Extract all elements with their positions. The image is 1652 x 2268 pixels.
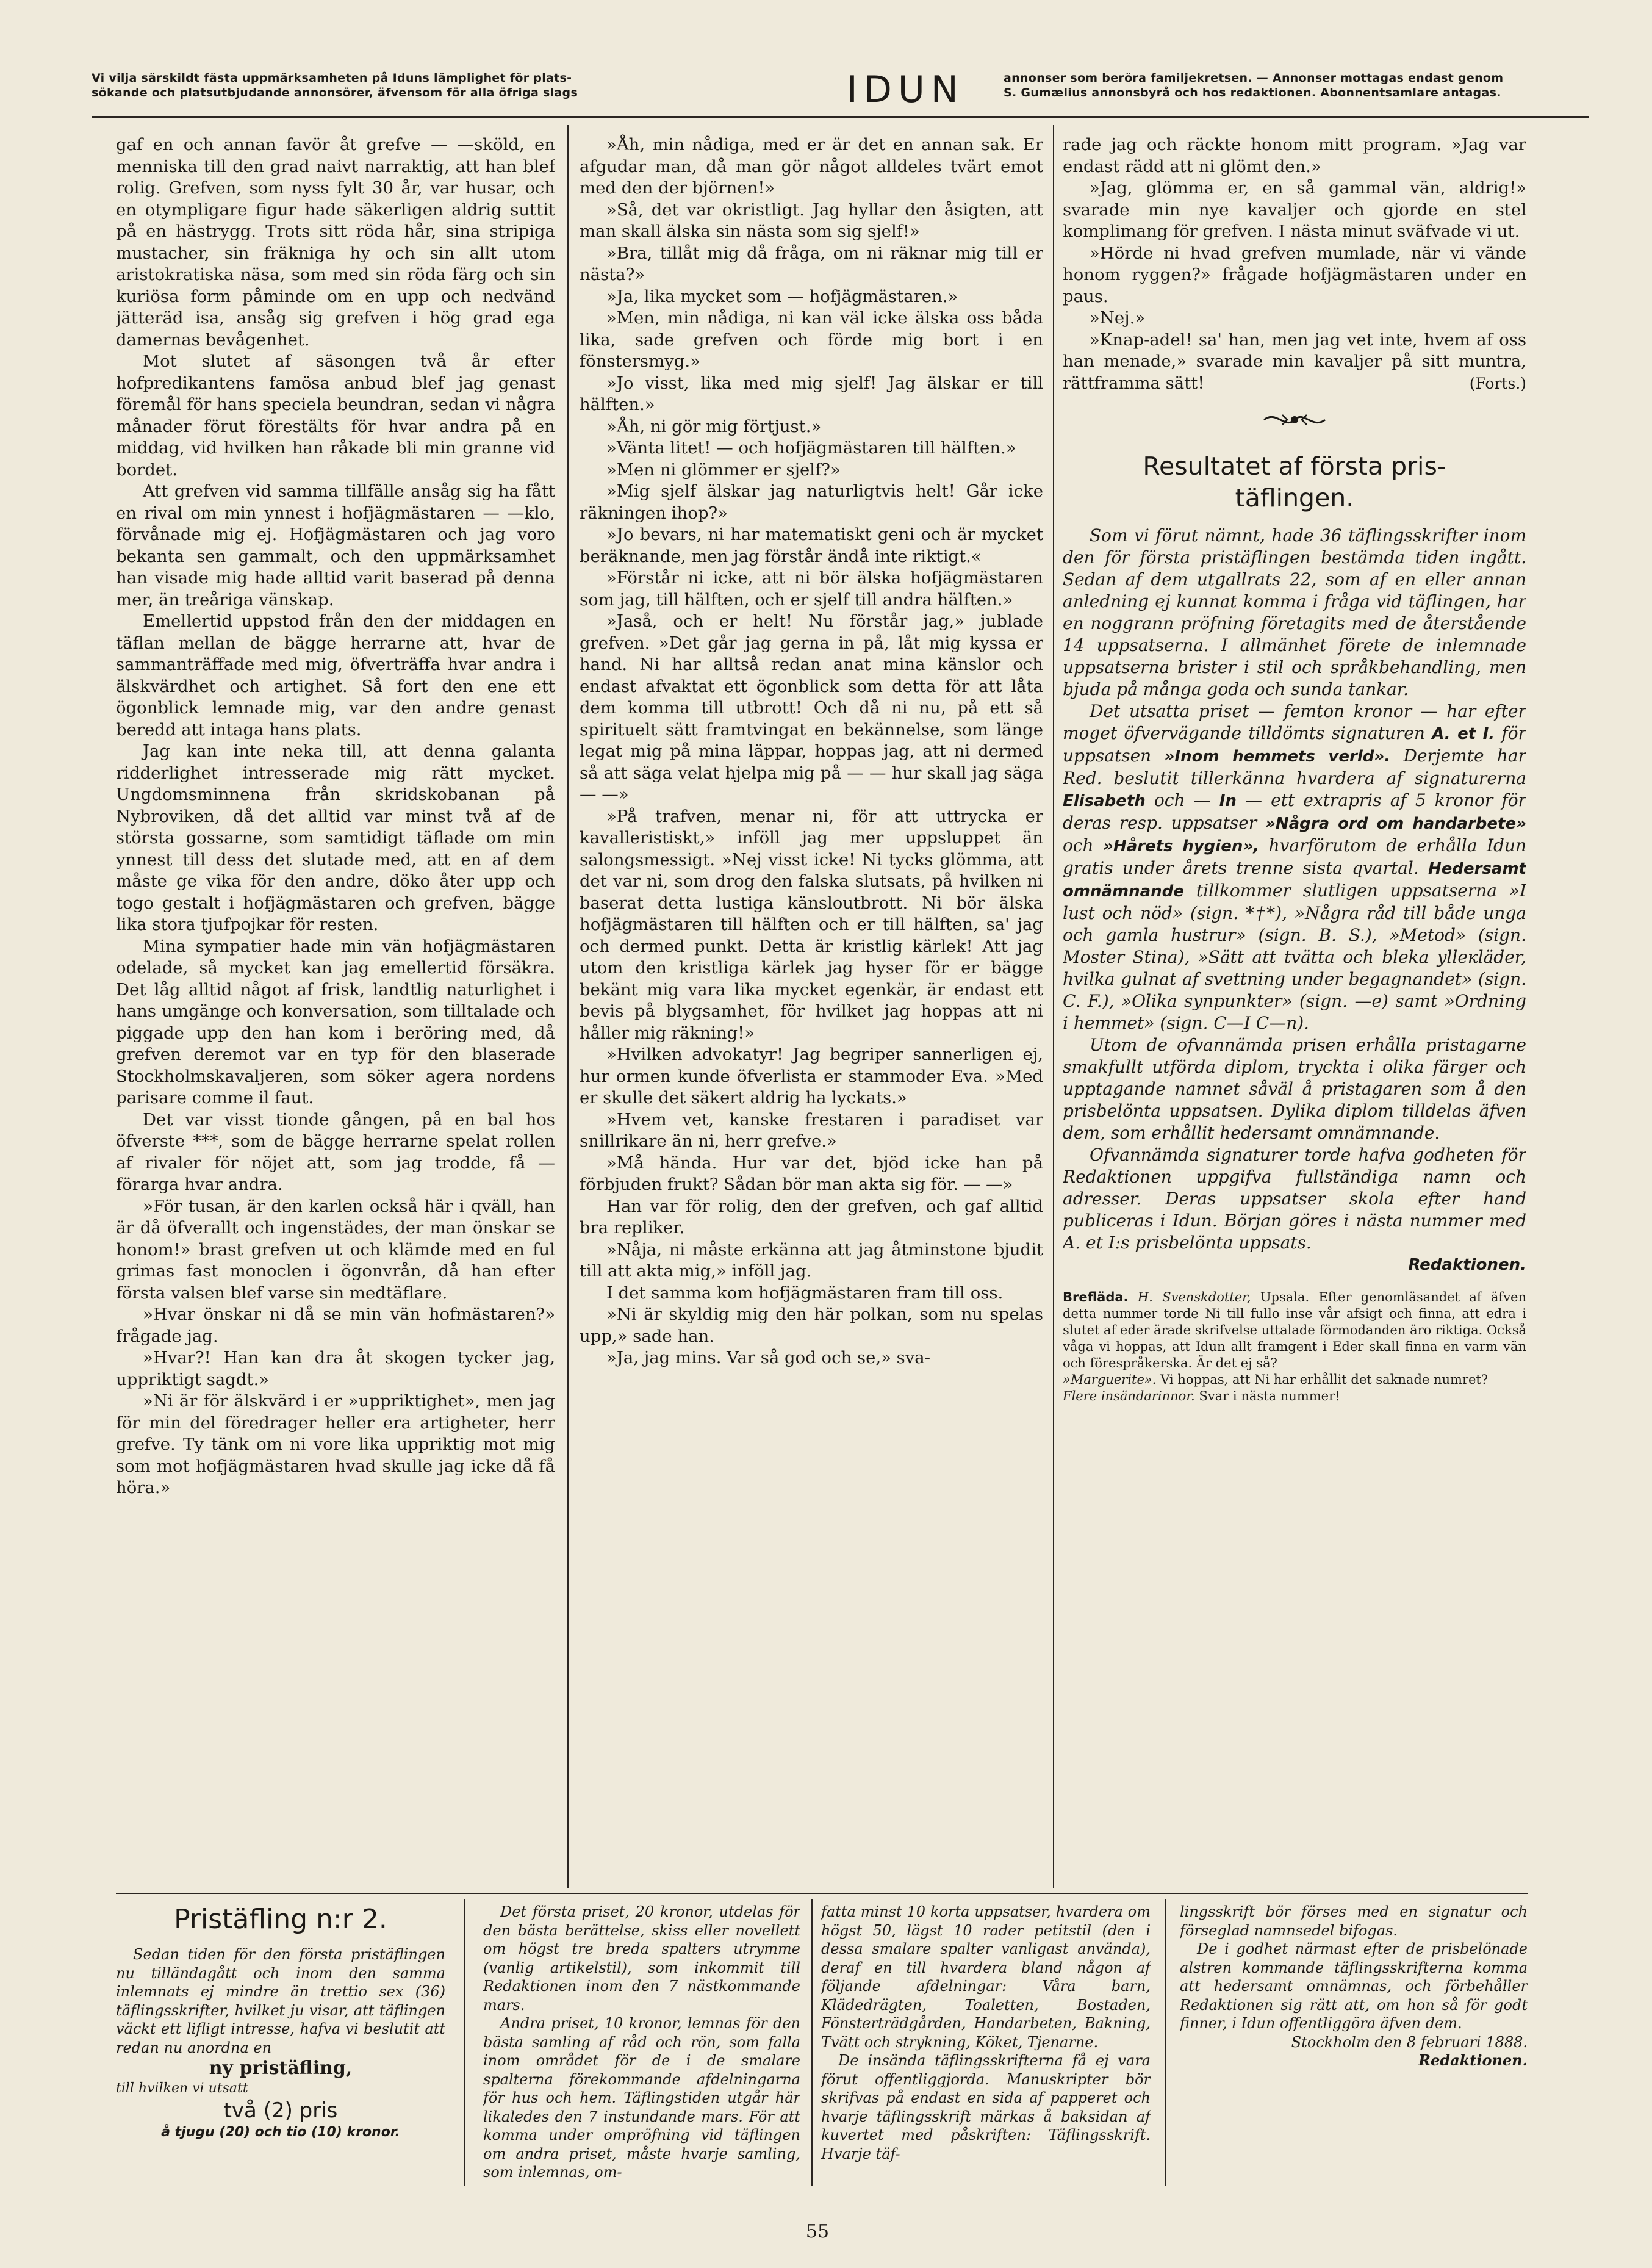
- paragraph: gaf en och annan favör åt grefve — —sköld, en menniska till den grad naivt narraktig, att han blef rolig. Grefven, som nyss fylt 30 år, var husar, och en otympligare figur hade säkerligen aldrig suttit på en hästrygg. Trots sitt röda hår, sina stripiga mustacher, sin fräkniga hy och sin allt utom aristokratiska näsa, som med sin röda färg och sin kuriösa form påminde om en upp och nedvänd jätteräd isa, ansåg sig grefven i hög grad ega damernas bevågenhet.: [116, 135, 555, 350]
- paragraph: »Ni är för älskvärd i er »uppriktighet», men jag för min del föredrager heller era artigheter, herr grefve. Ty tänk om ni vore lika uppriktig mot mig som mot hofjägmästaren hvad skulle jag icke då få höra.»: [116, 1391, 555, 1497]
- paragraph: »Knap-adel! sa' han, men jag vet inte, hvem af oss han menade,» svarade min kavaljer på sitt muntra, rättframma sätt! (Forts.): [1063, 329, 1526, 395]
- paragraph: Det var visst tionde gången, på en bal hos öfverste ***, som de bägge herrarne spelat rollen af rivaler för nöjet att, som jag trodde, få — förarga hvar andra.: [116, 1109, 555, 1194]
- contest-announcement: Pristäfling n:r 2. Sedan tiden för den första pristäflingen nu tilländagått och inom den samma inlemnats ej mindre än trettio sex (36) täflingsskrifter, hvilket ju visar, att täflingen väckt ett lifligt intresse, hafva vi beslutit att redan nu anordna en ny pristäfling, till hvilken vi utsatt två (2) pris å tjugu (20) och tio (10) kronor.: [116, 1904, 445, 2140]
- signature: Redaktionen.: [1418, 2051, 1528, 2069]
- paragraph: Mot slutet af säsongen två år efter hofpredikantens famösa anbud blef jag genast föremål för hans speciela beundran, sedan vi några månader förut förestälts för hvar andra på en middag, vid hvilken han råkade bli min granne vid bordet.: [116, 351, 555, 480]
- masthead-rule: [92, 116, 1589, 118]
- paragraph: »Hvar önskar ni då se min vän hofmästaren?» frågade jag.: [116, 1305, 555, 1346]
- paragraph: »Ni är skyldig mig den här polkan, som nu spelas upp,» sade han.: [580, 1305, 1043, 1346]
- paragraph: »Nåja, ni måste erkänna att jag åtminstone bjudit till att akta mig,» inföll jag.: [580, 1239, 1043, 1281]
- dateline: Stockholm den 8 februari 1888.: [1291, 2033, 1528, 2051]
- masthead: [85, 68, 1592, 112]
- paragraph: I det samma kom hofjägmästaren fram till oss.: [606, 1283, 1004, 1303]
- signature: Redaktionen.: [1408, 1255, 1526, 1274]
- flourish-icon: [1258, 408, 1331, 432]
- contest-prizes: två (2) pris: [223, 2098, 338, 2123]
- bottom-rule-3: [1165, 1899, 1166, 2186]
- paragraph: Han var för rolig, den der grefven, och gaf alltid bra repliker.: [580, 1196, 1043, 1237]
- paragraph: »Ja, jag mins. Var så god och se,» sva-: [606, 1348, 930, 1367]
- page-number: 55: [805, 2221, 830, 2242]
- column-rule-1: [567, 125, 569, 1888]
- paragraph: fatta minst 10 korta uppsatser, hvardera om högst 50, lägst 10 rader petitstil (den i dessa smalare spalter vanligast använda), deraf en till hvardera bland någon af följande afdelningar: Våra barn, Klädedrägten, Toaletten, Bostaden, Fönsterträdgården, Handarbeten, Bakning, Tvätt och strykning, Köket, Tjenarne.: [821, 1903, 1151, 2051]
- masthead-left-notice: Vi vilja särskildt fästa uppmärksamheten på Iduns lämplighet för plats- sökande och platsutbjudande annonsörer, äfvensom för alla öfriga slags: [92, 71, 578, 99]
- paragraph: Ofvannämda signaturer torde hafva godheten för Redaktionen uppgifva fullständiga namn och adresser. Deras uppsatser skola efter hand publiceras i Idun. Början göres i nästa nummer med A. et I:s prisbelönta uppsats.: [1063, 1144, 1526, 1253]
- continued-note: (Forts.): [1469, 374, 1526, 392]
- section-rule: [116, 1893, 1528, 1894]
- paragraph: De insända täflingsskrifterna få ej vara förut offentliggjorda. Manuskripter bör skrifvas på endast en sida af papperet och hvarje täflingsskrift märkas å baksidan af kuvertet med påskriften: Täflingsskrift. Hvarje täf-: [821, 2052, 1151, 2162]
- paragraph: Emellertid uppstod från den der middagen en täflan mellan de bägge herrarne att, hvar de sammanträffade med mig, öfverträffa hvar andra i älskvärdhet och artighet. Så fort den ene ett ögonblick lemnade mig, var den andre genast beredd att intaga hans plats.: [116, 611, 555, 740]
- paragraph: »Åh, min nådiga, med er är det en annan sak. Er afgudar man, då man gör något alldeles tvärt emot med den der björnen!»: [580, 135, 1043, 198]
- story-column-2: [580, 134, 1043, 1885]
- paragraph: »Hvar?! Han kan dra åt skogen tycker jag, uppriktigt sagdt.»: [116, 1348, 555, 1389]
- paragraph: »För tusan, är den karlen också här i qväll, han är då öfverallt och ingenstädes, der man önskar se honom!» brast grefven ut och klämde med en ful grimas fast monoclen i ögonvrån, då han efter första valsen blef varse sin medtäflare.: [116, 1196, 555, 1303]
- story-column-3: [1063, 134, 1526, 1885]
- bottom-rule-1: [464, 1899, 465, 2186]
- paragraph: »Hvilken advokatyr! Jag begriper sannerligen ej, hur ormen kunde öfverlista er stammoder Eva. »Med er skulle det säkert aldrig ha lyckats.»: [580, 1045, 1043, 1107]
- paragraph: »Må hända. Hur var det, bjöd icke han på förbjuden frukt? Sådan bör man akta sig för. — —»: [580, 1153, 1043, 1194]
- paragraph: Jag kan inte neka till, att denna galanta ridderlighet intresserade mig rätt mycket. Ungdomsminnena från skridskobanan på Nybroviken, då det alltid var minst två af de största gossarne, som samtidigt täflade om min ynnest till dess det slutade med, att en af dem måste ge vika för den andre, döko åter upp och togo gestalt i hofjägmästaren och grefven, bägge lika stora tjufpojkar för resten.: [116, 741, 555, 934]
- bottom-rule-2: [811, 1899, 813, 2186]
- paragraph: Sedan tiden för den första pristäflingen nu tilländagått och inom den samma inlemnats ej mindre än trettio sex (36) täflingsskrifter, hvilket ju visar, att täflingen väckt ett lifligt intresse, hafva vi beslutit att redan nu anordna en: [116, 1946, 445, 2056]
- contest-rules-2: [821, 1903, 1151, 2189]
- paragraph: Som vi förut nämnt, hade 36 täflingsskrifter inom den för första pristäflingen bestämda tiden ingått. Sedan af dem utgallrats 22, som af en eller annan anledning ej kunnat komma i fråga vid täflingen, har en noggrann pröfning företagits med de återstående 14 uppsatserna. I allmänhet förete de inlemnade uppsatserna brister i stil och språkbehandling, men bjuda på många goda och sunda tankar.: [1063, 525, 1526, 699]
- paragraph: »Åh, ni gör mig förtjust.»: [606, 416, 822, 436]
- result-article: [1063, 525, 1526, 1276]
- contest-new-heading: ny pristäfling,: [209, 2057, 353, 2079]
- paragraph: De i godhet närmast efter de prisbelönade alstren kommande täflingsskrifterna komma att hedersamt omnämnas, och förbehåller Redaktionen sig rätt att, om hon så för godt finner, i Idun offentliggöra äfven dem.: [1180, 1940, 1528, 2032]
- letters-section: Brefläda. H. Svenskdotter, Upsala. Efter genomläsandet af äfven detta nummer torde Ni till fullo inse vår afsigt och finna, att edra i slutet af eder ärade skrifvelse uttalade förmodanden äro riktiga. Också våga vi hoppas, att Idun allt framgent i Eder skall finna en varm vän och förespråkerska. Är det ej så? »Marguerite». Vi hoppas, att Ni har erhållit det saknade numret? Flere insändarinnor. Svar i nästa nummer!: [1063, 1289, 1526, 1403]
- paragraph: Det utsatta priset — femton kronor — har efter moget öfvervägande tilldömts signaturen A. et I. för uppsatsen »Inom hemmets verld». Derjemte har Red. beslutit tillerkänna hvardera af signaturerna Elisabeth och — In — ett extrapris af 5 kronor för deras resp. uppsatser »Några ord om handarbete» och »Hårets hygien», hvarförutom de erhålla Idun gratis under årets trenne sista qvartal. Hedersamt omnämnande tillkommer slutligen uppsatserna »I lust och nöd» (sign. *†*), »Några råd till både unga och gamla hustrur» (sign. B. S.), »Metod» (sign. Moster Stina), »Sätt att tvätta och bleka ylleкläder, hvilka gulnat af svettning under begagnandet» (sign. C. F.), »Olika synpunkter» (sign. —e) samt »Ordning i hemmet» (sign. C—I C—n).: [1063, 700, 1526, 1033]
- paragraph: »Jo bevars, ni har matematiskt geni och är mycket beräknande, men jag förstår ändå inte riktigt.«: [580, 525, 1043, 566]
- paragraph: Mina sympatier hade min vän hofjägmästaren odelade, så mycket kan jag emellertid försäkra. Det låg alltid något af frisk, landtlig naturlighet i hans umgänge och konversation, som tilltalade och piggade upp den han kom i beröring med, då grefven deremot var en typ för den blaserade Stockholmskavaljeren, som söker agera nordens parisare comme il faut.: [116, 936, 555, 1107]
- paragraph: »Bra, tillåt mig då fråga, om ni räknar mig till er nästa?»: [580, 243, 1043, 284]
- paragraph: »Jo visst, lika med mig sjelf! Jag älskar er till hälften.»: [580, 373, 1043, 414]
- masthead-title: IDUN: [847, 68, 964, 111]
- paragraph: »Men, min nådiga, ni kan väl icke älska oss båda lika, sade grefven och förde mig bort i en fönstersmyg.»: [580, 308, 1043, 371]
- paragraph: »Ja, lika mycket som — hofjägmästaren.»: [606, 286, 958, 306]
- column-rule-2: [1053, 125, 1054, 1888]
- paragraph: »Jag, glömma er, en så gammal vän, aldrig!» svarade min nye kavaljer och gjorde en stel komplimang för grefven. I nästa minut sväfvade vi ut.: [1063, 178, 1526, 241]
- contest-rules-1: [483, 1903, 800, 2189]
- result-heading: Resultatet af första pris- täflingen.: [1143, 451, 1446, 513]
- masthead-right-notice: annonser som beröra familjekretsen. — Annonser mottagas endast genom S. Gumælius annonsbyrå och hos redaktionen. Abonnentsamlare antagas.: [1004, 71, 1504, 99]
- paragraph: »Så, det var okristligt. Jag hyllar den åsigten, att man skall älska sin nästa som sig sjelf!»: [580, 200, 1043, 241]
- paragraph: »Men ni glömmer er sjelf?»: [606, 459, 841, 480]
- paragraph: »Jaså, och er helt! Nu förstår jag,» jublade grefven. »Det går jag gerna in på, låt mig kyssa er hand. Ni har alltså redan anat mina känslor och endast afvaktat ett ögonblick som detta för att låta dem komma till utbrott! Och då ni nu, på ett så spirituelt sätt framtvingat en bekännelse, som länge legat mig på mina läppar, hoppas jag, att ni dermed så att säga velat hjelpa mig på — — hur skall jag säga — —»: [580, 611, 1043, 804]
- paragraph: »På trafven, menar ni, för att uttrycka er kavalleristiskt,» inföll jag mer uppsluppet än salongsmessigt. »Nej visst icke! Ni tycks glömma, att det var ni, som drog den falska slutsats, på hvilken ni baserat detta lustiga känsloutbrott. Ni bör älska hofjägmästaren till hälften och er till hälften, sa' jag och dermed punkt. Detta är kristlig kärlek! Att jag utom den kristliga kärlek jag hyser för er bägge bekänt mig vara lika mycket egenkär, är endast ett bevis på blygsamhet, för hvilket jag hoppas att ni håller mig räkning!»: [580, 806, 1043, 1043]
- paragraph: »Hvem vet, kanske frestaren i paradiset var snillrikare än ni, herr grefve.»: [580, 1109, 1043, 1151]
- contest-rules-3: [1180, 1903, 1528, 2189]
- paragraph: »Nej.»: [1090, 308, 1146, 328]
- paragraph: Det första priset, 20 kronor, utdelas för den bästa berättelse, skiss eller novellett om högst tre breda spalters utrymme (vanlig artikelstil), som inkommit till Redaktionen inom den 7 nästkommande mars.: [483, 1903, 800, 2014]
- paragraph: Andra priset, 10 kronor, lemnas för den bästa samling af råd och rön, som falla inom området för de i de smalare spalterna förekommande afdelningarna för hus och hem. Täflingstiden utgår här likaledes den 7 instundande mars. För att komma under ompröfning vid täflingen om andra priset, måste hvarje samling, som inlemnas, om-: [483, 2015, 800, 2181]
- paragraph: lingsskrift bör förses med en signatur och förseglad namnsedel bifogas.: [1180, 1903, 1528, 1939]
- paragraph: »Mig sjelf älskar jag naturligtvis helt! Går icke räkningen ihop?»: [580, 481, 1043, 523]
- contest-title: Pristäfling n:r 2.: [174, 1904, 387, 1935]
- paragraph: »Förstår ni icke, att ni bör älska hofjägmästaren som jag, till hälften, och er sjelf till andra hälften.»: [580, 568, 1043, 610]
- story-column-1: [116, 134, 555, 1885]
- ornament-divider: [1063, 408, 1526, 438]
- paragraph: »Hörde ni hvad grefven mumlade, när vi vände honom ryggen?» frågade hofjägmästaren under en paus.: [1063, 243, 1526, 306]
- paragraph: Utom de ofvannämda prisen erhålla pristagarne smakfullt utförda diplom, tryckta i olika färger och upptagande namnet såväl å pristagaren som å den prisbelönta uppsatsen. Dylika diplom tilldelas äfven dem, som erhållit hedersamt omnämnande.: [1063, 1034, 1526, 1143]
- paragraph: rade jag och räckte honom mitt program. »Jag var endast rädd att ni glömt den.»: [1063, 135, 1526, 176]
- paragraph: »Vänta litet! — och hofjägmästaren till hälften.»: [606, 438, 1016, 458]
- paragraph: Att grefven vid samma tillfälle ansåg sig ha fått en rival om min ynnest i hofjägmästaren — —klo, förvånade mig ej. Hofjägmästaren och jag voro bekanta sen gammalt, och den uppmärksamhet han visade mig hade alltid varit baserad på denna mer, än treåriga vänskap.: [116, 481, 555, 610]
